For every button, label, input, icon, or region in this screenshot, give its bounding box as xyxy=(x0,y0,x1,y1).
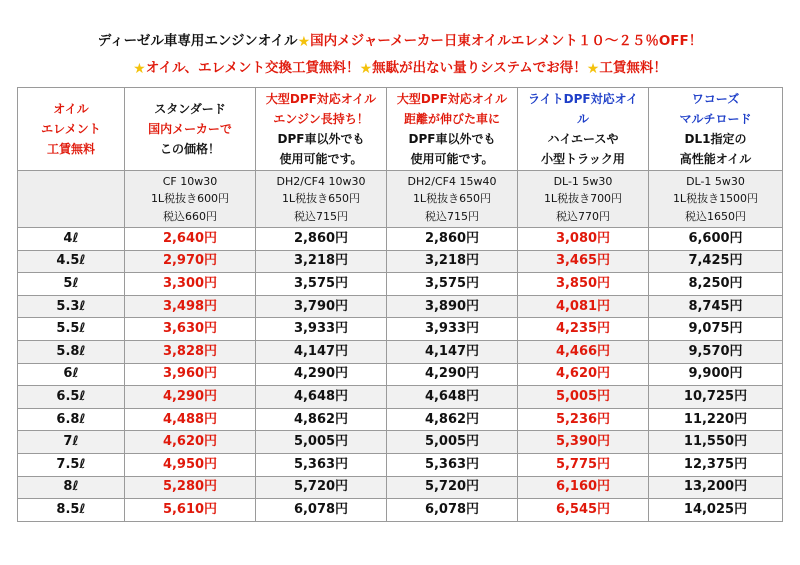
spec-line: 税込715円 xyxy=(425,209,479,223)
column-header-line: 大型DPF対応オイル xyxy=(265,92,377,106)
price-cell: 8,745円 xyxy=(649,295,783,318)
spec-line: 税込1650円 xyxy=(685,209,746,223)
volume-cell: 7.5ℓ xyxy=(18,453,125,476)
price-cell: 6,078円 xyxy=(387,499,518,522)
price-cell: 5,390円 xyxy=(518,431,649,454)
price-cell: 3,575円 xyxy=(256,273,387,296)
column-header-line: DPF車以外でも xyxy=(408,132,496,146)
header-line2-text-a: オイル、エレメント交換工賃無料！ xyxy=(145,60,360,76)
spec-cell-4 xyxy=(518,171,649,228)
price-cell: 13,200円 xyxy=(649,476,783,499)
price-cell: 8,250円 xyxy=(649,273,783,296)
volume-cell: 7ℓ xyxy=(18,431,125,454)
price-cell: 3,630円 xyxy=(125,318,256,341)
price-cell: 6,545円 xyxy=(518,499,649,522)
column-header-line: DL1指定の xyxy=(684,132,747,146)
price-cell: 4,290円 xyxy=(256,363,387,386)
header-row xyxy=(18,88,783,171)
price-cell: 3,300円 xyxy=(125,273,256,296)
price-cell: 4,620円 xyxy=(125,431,256,454)
price-cell: 2,860円 xyxy=(256,228,387,251)
table-row xyxy=(18,295,783,318)
spec-cell-1 xyxy=(125,171,256,228)
column-header-line: 使用可能です。 xyxy=(279,152,363,166)
volume-cell: 4ℓ xyxy=(18,228,125,251)
table-row xyxy=(18,250,783,273)
spec-cell-5 xyxy=(649,171,783,228)
spec-line: DL-1 5w30 xyxy=(553,174,613,188)
volume-cell: 6.5ℓ xyxy=(18,386,125,409)
price-cell: 4,620円 xyxy=(518,363,649,386)
price-cell: 6,600円 xyxy=(649,228,783,251)
header-line-2 xyxy=(0,58,800,78)
volume-cell: 5ℓ xyxy=(18,273,125,296)
spec-cell-2 xyxy=(256,171,387,228)
price-cell: 5,610円 xyxy=(125,499,256,522)
price-cell: 3,933円 xyxy=(387,318,518,341)
column-header-2 xyxy=(256,88,387,171)
price-cell: 7,425円 xyxy=(649,250,783,273)
spec-row xyxy=(18,171,783,228)
column-header-line: ハイエースや xyxy=(547,132,619,146)
column-header-line: マルチロード xyxy=(679,112,752,126)
spec-line: DH2/CF4 10w30 xyxy=(276,174,366,188)
spec-line: 1L税抜き700円 xyxy=(543,192,623,206)
price-cell: 4,290円 xyxy=(387,363,518,386)
price-cell: 3,218円 xyxy=(256,250,387,273)
price-cell: 3,850円 xyxy=(518,273,649,296)
column-header-line: ル xyxy=(576,112,589,126)
spec-line: 税込660円 xyxy=(163,209,217,223)
volume-cell: 5.8ℓ xyxy=(18,340,125,363)
column-header-line: 小型トラック用 xyxy=(541,152,625,166)
price-cell: 5,363円 xyxy=(256,453,387,476)
table-row xyxy=(18,386,783,409)
price-cell: 9,900円 xyxy=(649,363,783,386)
price-cell: 3,890円 xyxy=(387,295,518,318)
header-line1-text-a: ディーゼル車専用エンジンオイル xyxy=(97,33,298,49)
price-cell: 5,236円 xyxy=(518,408,649,431)
spec-cell-3 xyxy=(387,171,518,228)
volume-cell: 6ℓ xyxy=(18,363,125,386)
table-row xyxy=(18,499,783,522)
price-cell: 11,550円 xyxy=(649,431,783,454)
volume-cell: 4.5ℓ xyxy=(18,250,125,273)
volume-cell: 8.5ℓ xyxy=(18,499,125,522)
star-icon: ★ xyxy=(586,61,600,77)
price-cell: 3,080円 xyxy=(518,228,649,251)
column-header-line: 使用可能です。 xyxy=(410,152,494,166)
column-header-0 xyxy=(18,88,125,171)
price-cell: 2,860円 xyxy=(387,228,518,251)
price-cell: 6,160円 xyxy=(518,476,649,499)
price-table xyxy=(17,87,783,522)
column-header-line: この価格！ xyxy=(159,142,220,156)
column-header-line: オイル xyxy=(53,102,89,116)
spec-line: 1L税抜き1500円 xyxy=(672,192,759,206)
volume-cell: 5.3ℓ xyxy=(18,295,125,318)
table-row xyxy=(18,273,783,296)
price-cell: 3,960円 xyxy=(125,363,256,386)
column-header-line: 大型DPF対応オイル xyxy=(396,92,508,106)
price-cell: 4,147円 xyxy=(256,340,387,363)
column-header-4 xyxy=(518,88,649,171)
spec-line: 1L税抜き600円 xyxy=(150,192,230,206)
price-cell: 3,575円 xyxy=(387,273,518,296)
column-header-3 xyxy=(387,88,518,171)
price-cell: 9,075円 xyxy=(649,318,783,341)
column-header-line: 国内メーカーで xyxy=(148,122,232,136)
price-cell: 14,025円 xyxy=(649,499,783,522)
header-line2-text-c: 工賃無料！ xyxy=(599,60,667,76)
price-cell: 5,363円 xyxy=(387,453,518,476)
star-icon: ★ xyxy=(133,61,146,77)
price-cell: 10,725円 xyxy=(649,386,783,409)
price-cell: 3,933円 xyxy=(256,318,387,341)
column-header-line: スタンダード xyxy=(154,102,226,116)
volume-cell: 8ℓ xyxy=(18,476,125,499)
price-cell: 4,081円 xyxy=(518,295,649,318)
price-cell: 2,970円 xyxy=(125,250,256,273)
price-cell: 3,498円 xyxy=(125,295,256,318)
price-cell: 5,005円 xyxy=(256,431,387,454)
column-header-line: ライトDPF対応オイ xyxy=(528,92,638,106)
price-cell: 3,790円 xyxy=(256,295,387,318)
price-cell: 3,828円 xyxy=(125,340,256,363)
price-cell: 5,005円 xyxy=(518,386,649,409)
price-cell: 4,862円 xyxy=(387,408,518,431)
star-icon: ★ xyxy=(359,61,373,77)
price-cell: 4,290円 xyxy=(125,386,256,409)
table-row xyxy=(18,318,783,341)
star-icon: ★ xyxy=(297,34,311,50)
spec-line: 1L税抜き650円 xyxy=(412,192,492,206)
table-row xyxy=(18,453,783,476)
price-cell: 12,375円 xyxy=(649,453,783,476)
spec-line: DL-1 5w30 xyxy=(686,174,745,188)
price-cell: 4,950円 xyxy=(125,453,256,476)
spec-line: 税込770円 xyxy=(556,209,610,223)
price-cell: 9,570円 xyxy=(649,340,783,363)
price-cell: 5,280円 xyxy=(125,476,256,499)
price-cell: 5,720円 xyxy=(387,476,518,499)
price-cell: 11,220円 xyxy=(649,408,783,431)
price-cell: 4,147円 xyxy=(387,340,518,363)
price-cell: 3,465円 xyxy=(518,250,649,273)
price-cell: 4,466円 xyxy=(518,340,649,363)
table-row xyxy=(18,431,783,454)
header-line1-text-b: 国内メジャーメーカー日東オイルエレメント１０～２５％OFF！ xyxy=(310,33,703,49)
table-row xyxy=(18,340,783,363)
price-cell: 4,488円 xyxy=(125,408,256,431)
price-cell: 5,775円 xyxy=(518,453,649,476)
spec-line: DH2/CF4 15w40 xyxy=(407,174,497,188)
table-row xyxy=(18,408,783,431)
spec-cell-0 xyxy=(18,171,125,228)
column-header-line: 距離が伸びた車に xyxy=(403,112,500,126)
price-cell: 5,720円 xyxy=(256,476,387,499)
column-header-line: エレメント xyxy=(41,122,101,136)
price-cell: 4,648円 xyxy=(387,386,518,409)
volume-cell: 6.8ℓ xyxy=(18,408,125,431)
header-line-1 xyxy=(0,31,800,51)
column-header-line: 工賃無料 xyxy=(46,142,95,156)
column-header-line: ワコーズ xyxy=(691,92,740,106)
price-cell: 4,862円 xyxy=(256,408,387,431)
column-header-line: エンジン長持ち！ xyxy=(273,112,369,126)
price-cell: 4,235円 xyxy=(518,318,649,341)
header-line2-text-b: 無駄が出ない量りシステムでお得！ xyxy=(372,60,587,76)
spec-line: 1L税抜き650円 xyxy=(281,192,361,206)
table-row xyxy=(18,476,783,499)
table-row xyxy=(18,228,783,251)
spec-line: 税込715円 xyxy=(294,209,348,223)
price-cell: 3,218円 xyxy=(387,250,518,273)
column-header-line: 高性能オイル xyxy=(679,152,752,166)
spec-line: CF 10w30 xyxy=(162,174,218,188)
volume-cell: 5.5ℓ xyxy=(18,318,125,341)
price-cell: 4,648円 xyxy=(256,386,387,409)
price-cell: 5,005円 xyxy=(387,431,518,454)
table-row xyxy=(18,363,783,386)
column-header-5 xyxy=(649,88,783,171)
price-cell: 2,640円 xyxy=(125,228,256,251)
price-cell: 6,078円 xyxy=(256,499,387,522)
column-header-line: DPF車以外でも xyxy=(277,132,365,146)
column-header-1 xyxy=(125,88,256,171)
